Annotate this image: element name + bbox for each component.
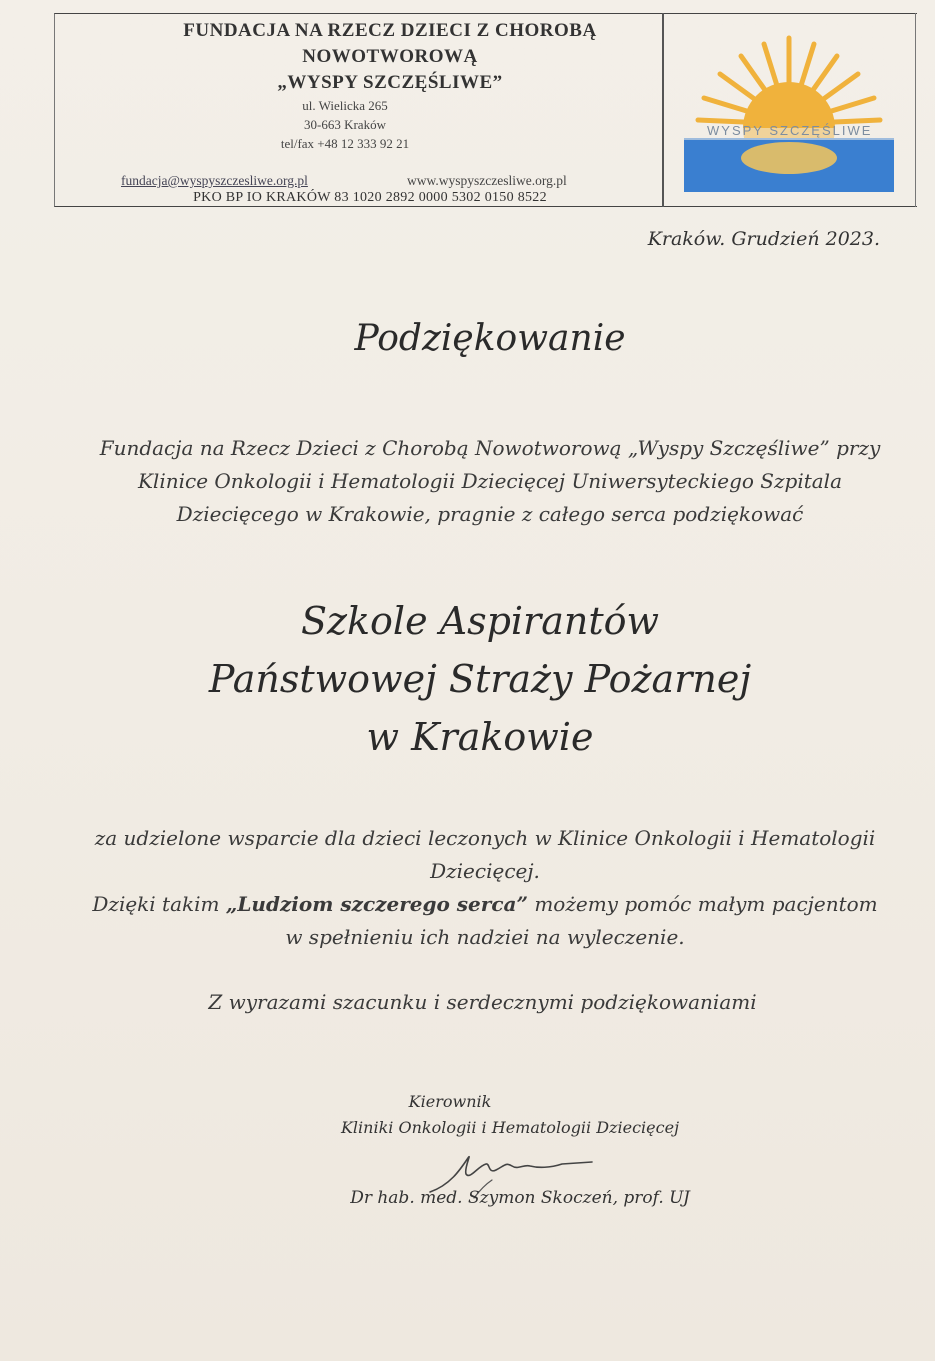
closing-line: Z wyrazami szacunku i serdecznymi podziękowaniami (208, 990, 757, 1014)
signer-role: Kierownik (408, 1092, 492, 1111)
letterhead-right-border (915, 13, 916, 207)
sun-island-logo (684, 30, 894, 195)
logo-text: WYSPY SZCZĘŚLIWE (707, 123, 873, 138)
org-name-line1: FUNDACJA NA RZECZ DZIECI Z CHOROBĄ (183, 20, 597, 41)
letterhead-divider (662, 13, 664, 207)
intro-line1: Fundacja na Rzecz Dzieci z Chorobą Nowotworową „Wyspy Szczęśliwe” przy (99, 436, 881, 460)
body-line3 (60, 888, 910, 921)
body-line3-quote: „Ludziom szczerego serca” (225, 892, 528, 916)
signer-clinic: Kliniki Onkologii i Hematologii Dziecięcej (340, 1118, 680, 1137)
intro-line3: Dziecięcego w Krakowie, pragnie z całego serca podziękować (176, 502, 804, 526)
body-paragraph (60, 822, 910, 954)
signer-name: Dr hab. med. Szymon Skoczeń, prof. UJ (350, 1188, 690, 1208)
intro-paragraph (60, 432, 920, 531)
body-line3-start: Dzięki takim (92, 892, 226, 916)
recipient-line2: Państwowej Straży Pożarnej (208, 657, 752, 701)
recipient-line3: w Krakowie (366, 715, 594, 759)
sun-reflection (741, 142, 837, 174)
body-line1: za udzielone wsparcie dla dzieci leczonych w Klinice Onkologii i Hematologii (94, 826, 876, 850)
letter-date: Kraków. Grudzień 2023. (647, 228, 880, 250)
body-line4: w spełnieniu ich nadziei na wyleczenie. (285, 925, 685, 949)
intro-line2: Klinice Onkologii i Hematologii Dziecięcej Uniwersyteckiego Szpitala (137, 469, 842, 493)
body-line2: Dziecięcej. (430, 859, 540, 883)
org-city: 30-663 Kraków (304, 117, 386, 132)
recipient-block (0, 592, 935, 766)
org-name-line3: „WYSPY SZCZĘŚLIWE” (277, 72, 503, 93)
letter-title: Podziękowanie (354, 318, 626, 359)
org-bank-account: PKO BP IO KRAKÓW 83 1020 2892 0000 5302 0150 8522 (193, 190, 547, 205)
org-name-line2: NOWOTWOROWĄ (302, 46, 478, 67)
body-line3-end: możemy pomóc małym pacjentom (527, 892, 878, 916)
org-street: ul. Wielicka 265 (302, 98, 388, 113)
org-email-link[interactable]: fundacja@wyspyszczesliwe.org.pl (121, 173, 308, 188)
recipient-line1: Szkole Aspirantów (300, 599, 660, 643)
org-phone: tel/fax +48 12 333 92 21 (280, 136, 410, 151)
org-website-link[interactable]: www.wyspyszczesliwe.org.pl (407, 173, 567, 188)
